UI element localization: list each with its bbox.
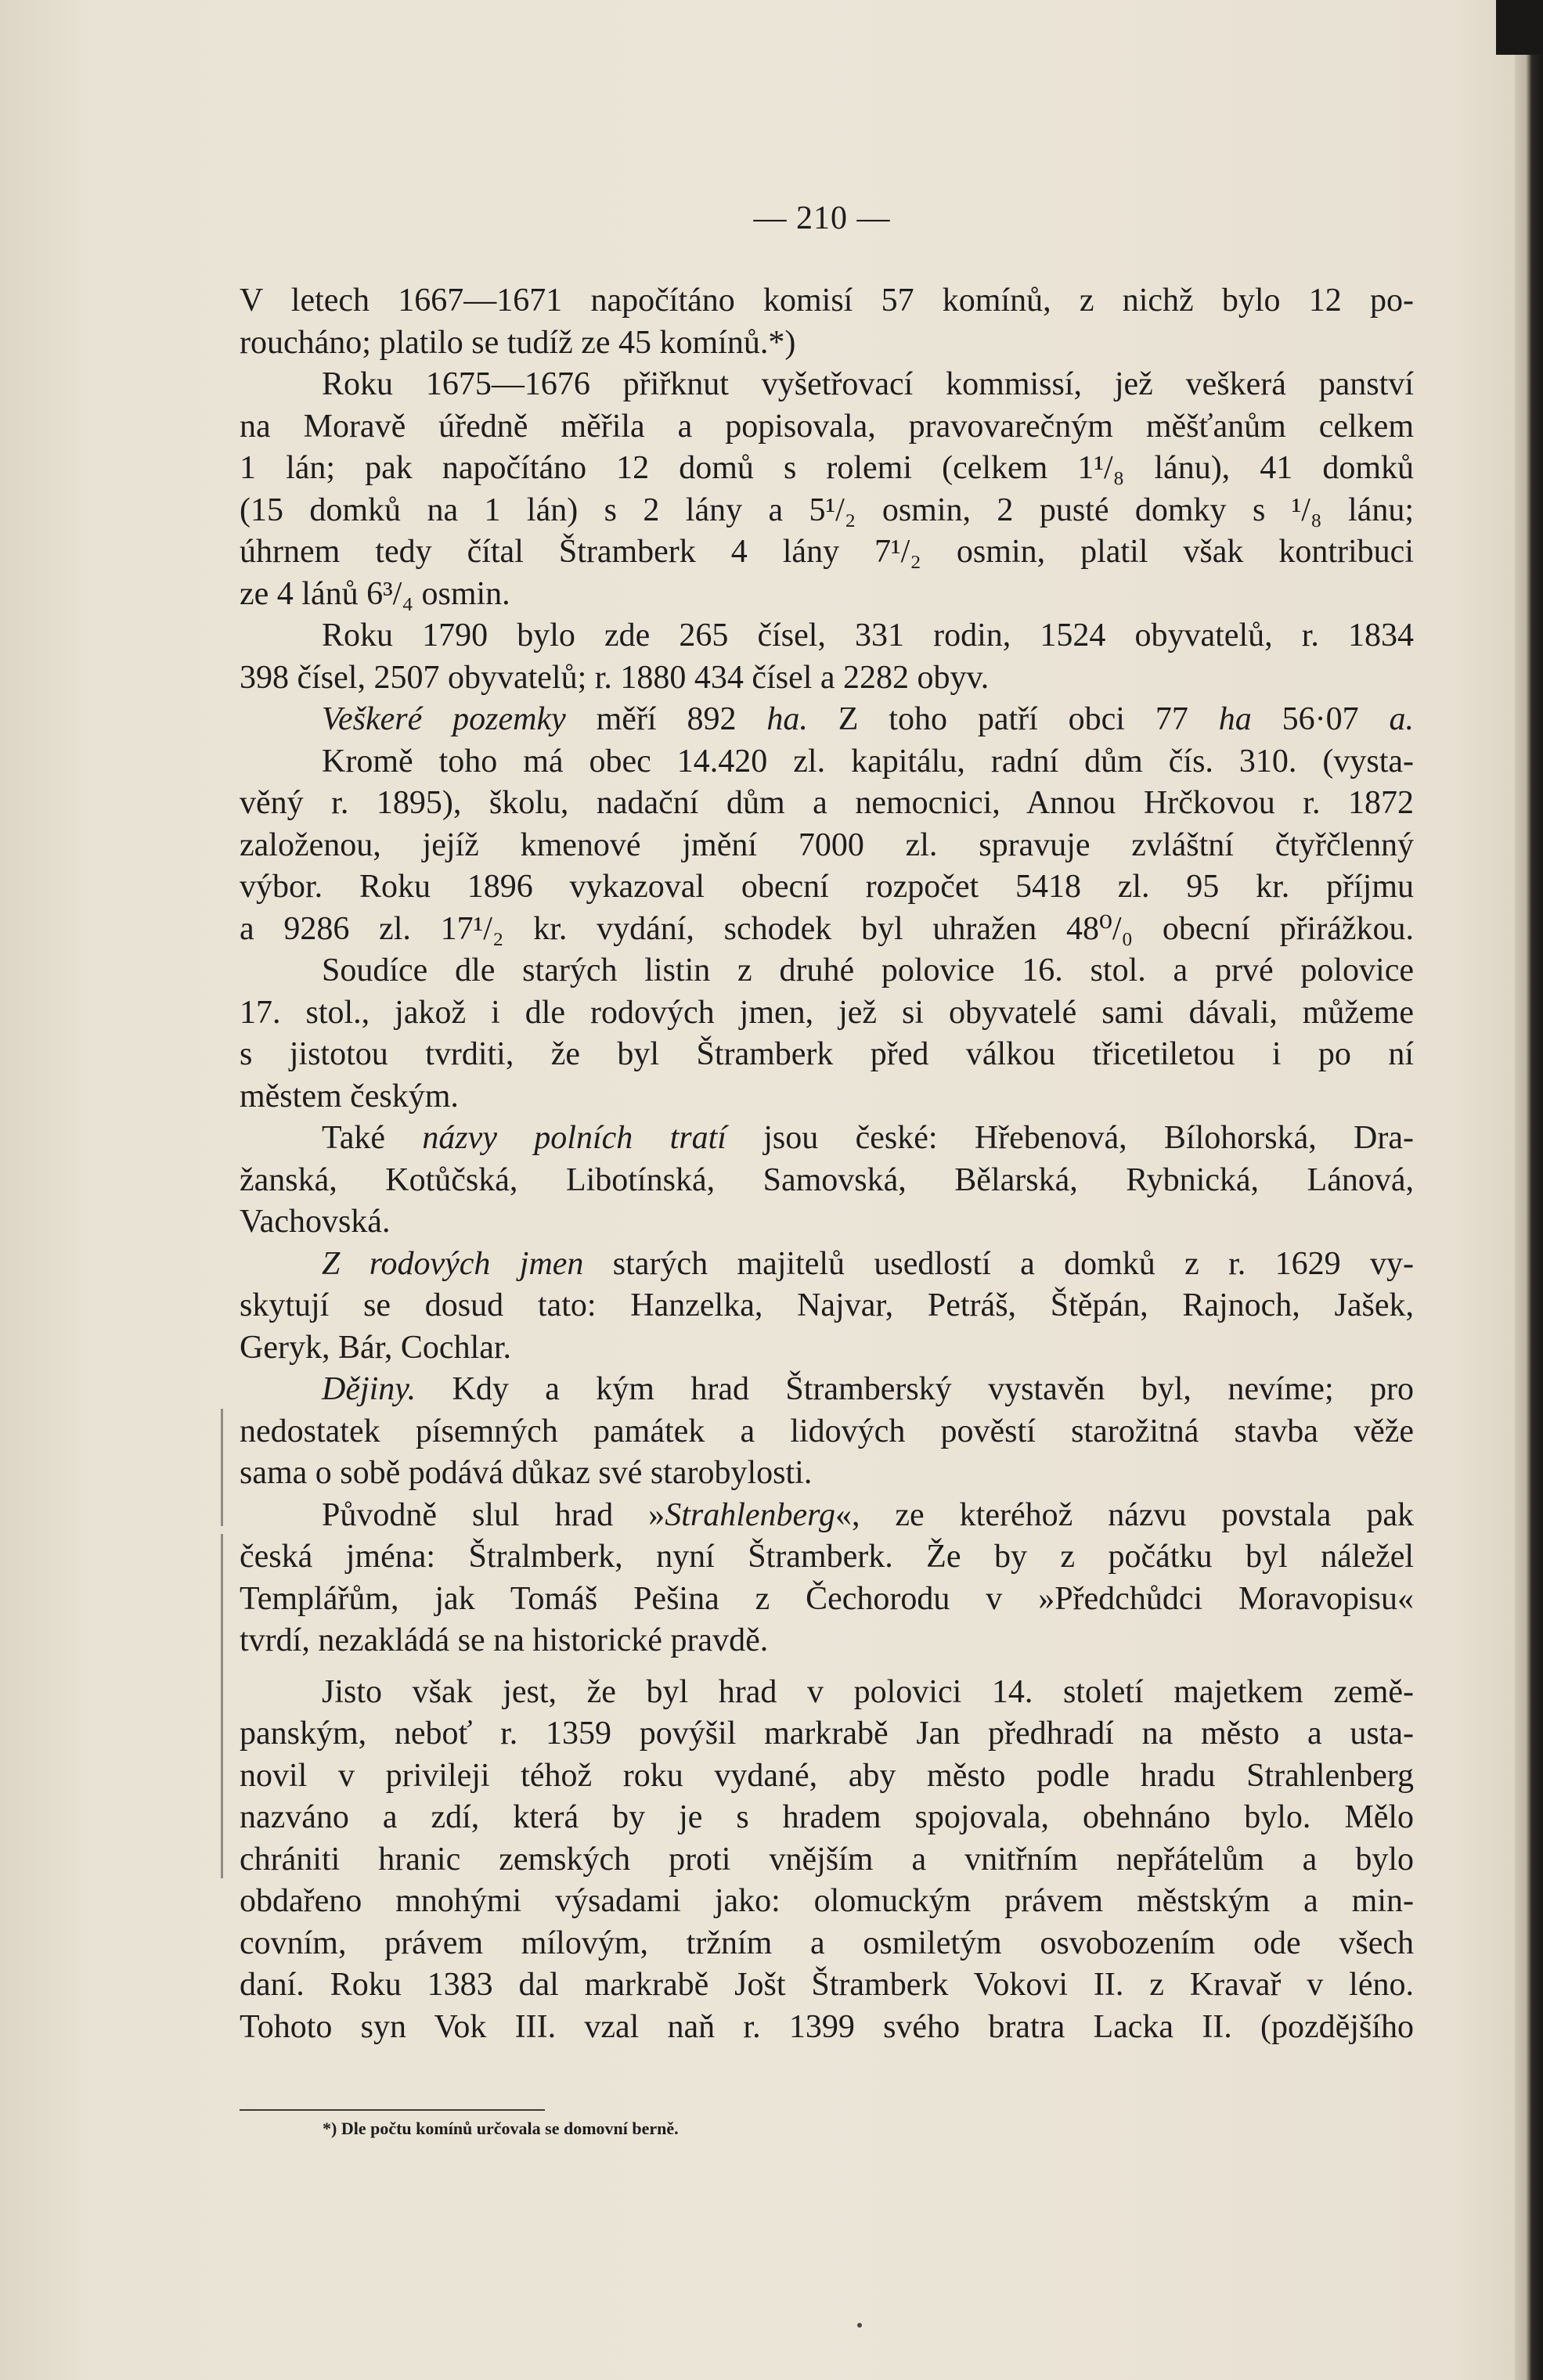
body-text	[240, 280, 1414, 2048]
text-line: úhrnem tedy čítal Štramberk 4 lány 7¹/₂ osmin, platil však kontribuci	[240, 534, 1414, 570]
text-run: Původně slul hrad »	[322, 1496, 665, 1533]
text-line: založenou, jejíž kmenové jmění 7000 zl. spravuje zvláštní čtyřčlenný	[240, 826, 1414, 863]
text-line: sama o sobě podává důkaz své starobylosti.	[240, 1455, 813, 1491]
text-line: městem českým.	[240, 1078, 459, 1114]
paragraph	[240, 364, 1414, 615]
footnote-divider	[240, 2109, 545, 2111]
paragraph	[240, 1672, 1414, 2049]
paragraph	[240, 1369, 1414, 1495]
paragraph	[240, 699, 1414, 741]
text-run: jsou české: Hřebenová, Bílohorská, Dra-	[726, 1120, 1414, 1156]
italic-unit: ha	[1218, 701, 1252, 737]
text-line: 398 čísel, 2507 obyvatelů; r. 1880 434 čísel a 2282 obyv.	[240, 659, 990, 696]
paragraph	[240, 615, 1414, 699]
text-line	[240, 699, 1414, 741]
paragraph	[240, 1495, 1414, 1662]
text-line: skytují se dosud tato: Hanzelka, Najvar, Petráš, Štěpán, Rajnoch, Jašek,	[240, 1287, 1414, 1323]
text-run: «, ze kteréhož názvu povstala pak	[835, 1496, 1414, 1533]
text-line: na Moravě úředně měřila a popisovala, pravovarečným měšťanům celkem	[240, 408, 1414, 445]
text-line: Roku 1675—1676 přiřknut vyšetřovací kommissí, jež veškerá panství	[322, 366, 1414, 402]
text-line	[240, 1118, 1414, 1160]
text-line: tvrdí, nezakládá se na historické pravdě.	[240, 1622, 769, 1658]
book-binding-edge	[1515, 0, 1543, 2380]
text-line: obdařeno mnohými výsadami jako: olomuckým právem městským a min-	[240, 1883, 1414, 1919]
text-line	[240, 1495, 1414, 1537]
text-line: V letech 1667—1671 napočítáno komisí 57 komínů, z nichž bylo 12 po-	[240, 283, 1414, 319]
text-line: ze 4 lánů 6³/₄ osmin.	[240, 575, 510, 612]
text-line: česká jména: Štralmberk, nyní Štramberk. Že by z počátku byl náležel	[240, 1539, 1414, 1575]
text-line: a 9286 zl. 17¹/₂ kr. vydání, schodek byl uhražen 48⁰/₀ obecní přirážkou.	[240, 910, 1414, 947]
paragraph	[240, 1244, 1414, 1370]
text-run: starých majitelů usedlostí a domků z r. 1629 vy-	[583, 1245, 1415, 1282]
scan-corner-shadow	[1496, 0, 1543, 55]
text-line: 17. stol., jakož i dle rodových jmen, jež si obyvatelé sami dávali, můžeme	[240, 994, 1414, 1031]
text-line: věný r. 1895), školu, nadační dům a nemocnici, Annou Hrčkovou r. 1872	[240, 785, 1414, 821]
text-line: daní. Roku 1383 dal markrabě Jošt Štramberk Vokovi II. z Kravař v léno.	[240, 1967, 1414, 2003]
paragraph	[240, 950, 1414, 1118]
text-line: Geryk, Bár, Cochlar.	[240, 1329, 512, 1366]
text-run: Z toho patří obci 77	[807, 701, 1219, 737]
text-line: žanská, Kotůčská, Libotínská, Samovská, Bělarská, Rybnická, Lánová,	[240, 1161, 1414, 1198]
text-line	[240, 1244, 1414, 1286]
footnote: *) Dle počtu komínů určovala se domovní berně.	[323, 2119, 679, 2138]
text-line: nedostatek písemných památek a lidových pověstí starožitná stavba věže	[240, 1413, 1414, 1449]
text-line: Tohoto syn Vok III. vzal naň r. 1399 svého bratra Lacka II. (pozdějšího	[240, 2008, 1414, 2045]
text-line: (15 domků na 1 lán) s 2 lány a 5¹/₂ osmin, 2 pusté domky s ¹/₈ lánu;	[240, 491, 1414, 528]
margin-pencil-mark	[221, 1409, 223, 1526]
text-line: Templářům, jak Tomáš Pešina z Čechorodu v »Předchůdci Moravopisu«	[240, 1580, 1414, 1617]
italic-term: názvy polních tratí	[422, 1120, 726, 1156]
scan-speck	[857, 2323, 862, 2328]
text-line: Kromě toho má obec 14.420 zl. kapitálu, radní dům čís. 310. (vysta-	[322, 743, 1414, 780]
margin-pencil-mark	[221, 1534, 223, 1878]
text-line: covním, právem mílovým, tržním a osmiletým osvobozením ode všech	[240, 1925, 1414, 1961]
text-run: 56·07	[1251, 701, 1390, 737]
paragraph	[240, 741, 1414, 951]
text-line: Vachovská.	[240, 1204, 391, 1240]
text-line: výbor. Roku 1896 vykazoval obecní rozpočet 5418 zl. 95 kr. příjmu	[240, 869, 1414, 905]
text-line: novil v privileji téhož roku vydané, aby město podle hradu Strahlenberg	[240, 1757, 1414, 1794]
text-run: měří 892	[565, 701, 767, 737]
italic-term: Z rodových jmen	[322, 1245, 584, 1282]
italic-unit: ha.	[766, 701, 808, 737]
page-number: — 210 —	[753, 200, 891, 236]
section-heading: Dějiny.	[322, 1371, 416, 1407]
text-line: chrániti hranic zemských proti vnějším a vnitřním nepřátelům a bylo	[240, 1841, 1414, 1878]
text-line: nazváno a zdí, která by je s hradem spojovala, obehnáno bylo. Mělo	[240, 1799, 1414, 1835]
text-line: Roku 1790 bylo zde 265 čísel, 331 rodin, 1524 obyvatelů, r. 1834	[322, 618, 1414, 654]
italic-term: Veškeré pozemky	[322, 701, 566, 737]
paragraph	[240, 1118, 1414, 1244]
text-line: Jisto však jest, že byl hrad v polovici 14. století majetkem země-	[322, 1673, 1414, 1710]
text-line: s jistotou tvrditi, že byl Štramberk před válkou třicetiletou i po ní	[240, 1036, 1414, 1072]
text-run: Kdy a kým hrad Štramberský vystavěn byl, nevíme; pro	[416, 1371, 1414, 1407]
paragraph	[240, 280, 1414, 364]
text-line: Soudíce dle starých listin z druhé polovice 16. stol. a prvé polovice	[322, 952, 1414, 988]
text-run: Také	[322, 1120, 423, 1156]
italic-term: Strahlenberg	[665, 1496, 835, 1533]
text-line: 1 lán; pak napočítáno 12 domů s rolemi (celkem 1¹/₈ lánu), 41 domků	[240, 450, 1414, 486]
text-line	[240, 1369, 1414, 1411]
text-line: panským, neboť r. 1359 povýšil markrabě Jan předhradí na město a usta-	[240, 1716, 1414, 1752]
italic-unit: a.	[1389, 701, 1414, 737]
text-line: roucháno; platilo se tudíž ze 45 komínů.*)	[240, 324, 796, 361]
